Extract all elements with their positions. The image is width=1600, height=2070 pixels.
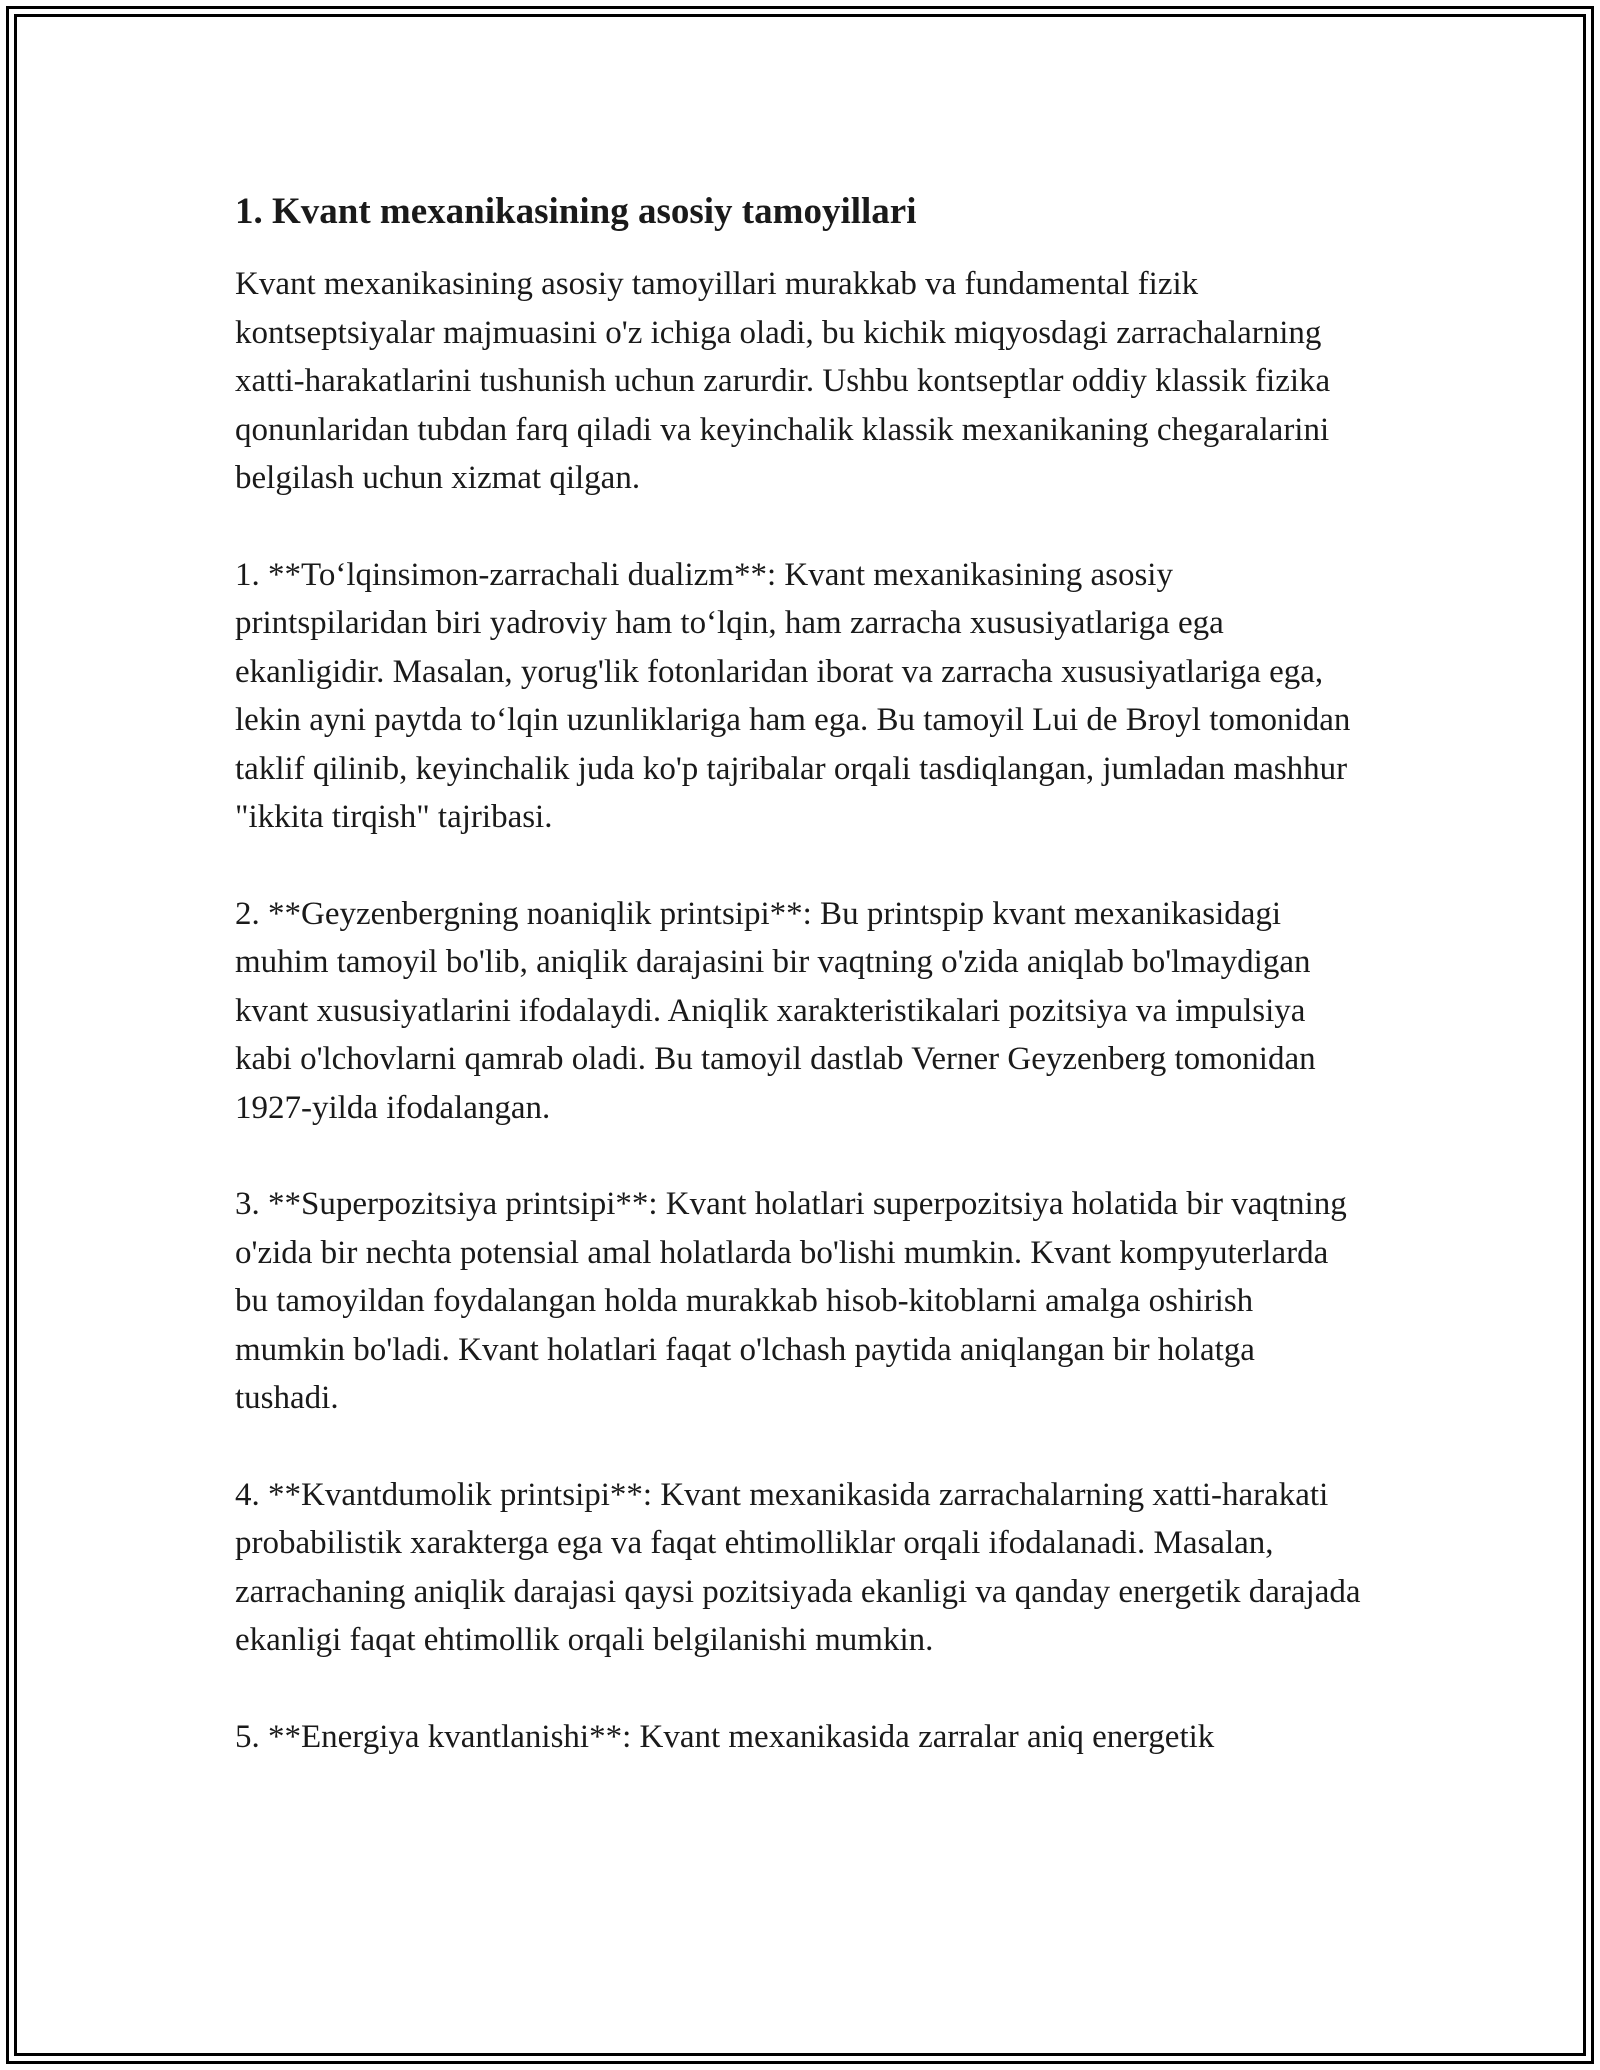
document-body: [235, 186, 1365, 1809]
principle-paragraph-3: 3. **Superpozitsiya printsipi**: Kvant holatlari superpozitsiya holatida bir vaqtning o'zida bir nechta potensial amal holatlarda bo'lishi mumkin. Kvant kompyuterlarda bu tamoyildan foydalangan holda murakkab hisob-kitoblarni amalga oshirish mumkin bo'ladi. Kvant holatlari faqat o'lchash paytida aniqlangan bir holatga tushadi.: [235, 1186, 1347, 1416]
principle-paragraph-1: 1. **To‘lqinsimon-zarrachali dualizm**: Kvant mexanikasining asosiy printspilaridan biri yadroviy ham to‘lqin, ham zarracha xususiyatlariga ega ekanligidir. Masalan, yorug'lik fotonlaridan iborat va zarracha xususiyatlariga ega, lekin ayni paytda to‘lqin uzunliklariga ham ega. Bu tamoyil Lui de Broyl tomonidan taklif qilinib, keyinchalik juda ko'p tajribalar orqali tasdiqlangan, jumladan mashhur "ikkita tirqish" tajribasi.: [235, 556, 1351, 835]
principle-paragraph-2: 2. **Geyzenbergning noaniqlik printsipi**: Bu printspip kvant mexanikasidagi muhim tamoyil bo'lib, aniqlik darajasini bir vaqtning o'zida aniqlab bo'lmaydigan kvant xususiyatlarini ifodalaydi. Aniqlik xarakteristikalari pozitsiya va impulsiya kabi o'lchovlarni qamrab oladi. Bu tamoyil dastlab Verner Geyzenberg tomonidan 1927-yilda ifodalangan.: [235, 895, 1316, 1126]
principle-paragraph-5: 5. **Energiya kvantlanishi**: Kvant mexanikasida zarralar aniq energetik: [235, 1718, 1215, 1755]
intro-paragraph: Kvant mexanikasining asosiy tamoyillari murakkab va fundamental fizik kontseptsiyalar majmuasini o'z ichiga oladi, bu kichik miqyosdagi zarrachalarning xatti-harakatlarini tushunish uchun zarurdir. Ushbu kontseptlar oddiy klassik fizika qonunlaridan tubdan farq qiladi va keyinchalik klassik mexanikaning chegaralarini belgilash uchun xizmat qilgan.: [235, 266, 1331, 496]
principle-paragraph-4: 4. **Kvantdumolik printsipi**: Kvant mexanikasida zarrachalarning xatti-harakati probabilistik xarakterga ega va faqat ehtimolliklar orqali ifodalanadi. Masalan, zarrachaning aniqlik darajasi qaysi pozitsiyada ekanligi va qanday energetik darajada ekanligi faqat ehtimollik orqali belgilanishi mumkin.: [235, 1476, 1361, 1658]
section-heading: 1. Kvant mexanikasining asosiy tamoyillari: [235, 191, 917, 232]
